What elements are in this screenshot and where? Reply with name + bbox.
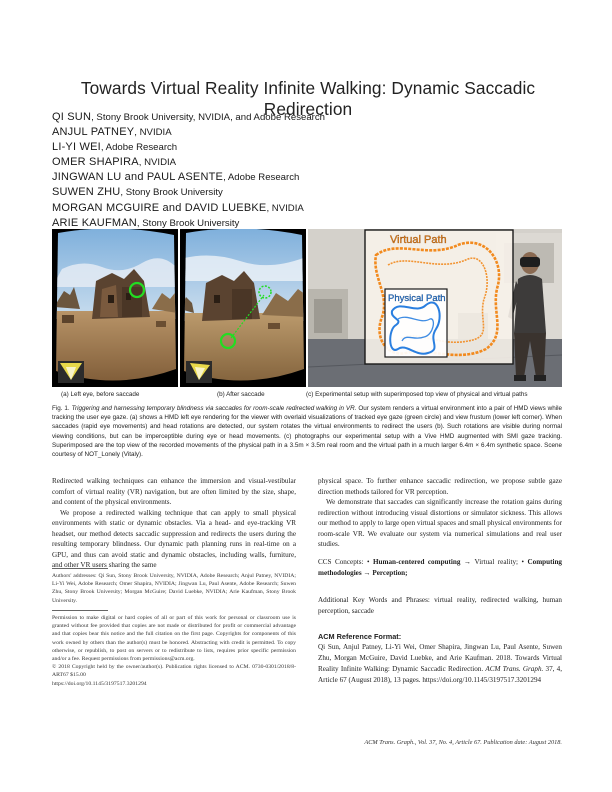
permission-notice xyxy=(52,614,296,688)
author-line xyxy=(52,185,472,200)
ccs-concept: Computing methodologies xyxy=(318,558,562,577)
acm-reference-text: 37, 4, Article 67 (August 2018), 13 pages. https://doi.org/10.1145/3197517.3201294 xyxy=(318,665,562,684)
abstract-paragraph: Redirected walking techniques can enhance the immersion and visual-vestibular comfort of virtual reality (VR) navigation, but are often limited by the size, shape, and content of the physical environments. xyxy=(52,477,296,506)
abstract-right-column xyxy=(318,476,562,550)
acm-reference-body xyxy=(318,642,562,686)
author-names: LI-YI WEI xyxy=(52,141,101,154)
acm-reference-journal: ACM Trans. Graph. xyxy=(485,665,544,673)
author-list xyxy=(52,110,472,231)
author-line xyxy=(52,140,472,155)
teaser-figure xyxy=(52,229,562,401)
abstract-paragraph: We propose a redirected walking technique that can apply to small physical environments with static or dynamic obstacles. Via a head- and eye-tracking VR headset, our method detects saccadic suppression and redirects the users during the resulting temporary blindness. Our dynamic path planning runs in real-time on a GPU, and thus can avoid static and dynamic obstacles, including walls, furniture, and other VR users sharing the same xyxy=(52,508,296,569)
hmd-view-after-image xyxy=(180,229,306,387)
author-names: SUWEN ZHU xyxy=(52,186,121,199)
author-affiliation: , NVIDIA xyxy=(138,157,177,169)
panel-after-saccade xyxy=(180,229,306,387)
paper-title: Towards Virtual Reality Infinite Walking: Dynamic Saccadic Redirection xyxy=(80,78,536,119)
author-names: QI SUN xyxy=(52,111,92,123)
physical-path-label: Physical Path xyxy=(388,293,446,304)
author-affiliation: , NVIDIA xyxy=(134,127,172,139)
ccs-label: CCS Concepts: • xyxy=(318,558,370,566)
author-affiliation: , Stony Brook University xyxy=(136,217,240,229)
figure-caption xyxy=(52,404,562,459)
permission-text: Permission to make digital or hard copies of all or part of this work for personal or classroom use is granted without fee provided that copies are not made or distributed for profit or commercial advantage and that copies bear this notice and the full citation on the first page. Copyrights for components of this work owned by others than the author(s) must be honored. Abstracting with credit is permitted. To copy otherwise, or republish, to post on servers or to redistribute to lists, requires prior specific permission and/or a fee. Request permissions from permissions@acm.org. xyxy=(52,615,296,663)
subfigure-caption-a: (a) Left eye, before saccade xyxy=(61,391,140,398)
author-names: OMER SHAPIRA xyxy=(52,156,139,169)
figure-caption-label: Fig. 1. xyxy=(52,405,70,412)
author-affiliation: , Stony Brook University, NVIDIA, and Adobe Research xyxy=(91,112,326,123)
subfigure-caption-b: (b) After saccade xyxy=(217,391,265,398)
author-affiliation: , Stony Brook University xyxy=(120,187,223,199)
figure-caption-emphasis: Triggering and harnessing temporary blindness via saccades for room-scale redirected walking in VR. xyxy=(71,405,357,412)
copyright-notice: © 2018 Copyright held by the owner/author(s). Publication rights licensed to ACM. 0730-0301/2018/8-ART67 $15.00 xyxy=(52,664,296,679)
author-line xyxy=(52,170,472,185)
view-frustum-icon xyxy=(186,361,212,383)
author-line xyxy=(52,125,472,140)
view-frustum-icon xyxy=(58,361,84,383)
ccs-concepts xyxy=(318,557,562,579)
author-line xyxy=(52,155,472,170)
abstract-left-column xyxy=(52,476,296,571)
author-names: JINGWAN LU and PAUL ASENTE xyxy=(52,171,224,184)
author-affiliation: , Adobe Research xyxy=(100,142,178,154)
ccs-concept: Perception; xyxy=(372,569,408,577)
abstract-paragraph: physical space. To further enhance saccadic redirection, we propose subtle gaze direction methods tailored for VR perception. xyxy=(318,477,562,496)
experimental-setup-photo xyxy=(308,229,562,387)
acm-reference-heading: ACM Reference Format: xyxy=(318,632,402,641)
author-affiliation: , NVIDIA xyxy=(266,202,304,214)
figure-caption-text: Our system renders a virtual environment into a pair of HMD views while tracking the user eye gaze. (a) shows a HMD left eye rendering for the viewer with overlaid visualizations of tracked eye gaze (green circle) and view frustum (lower left corner). When saccades (rapid eye movements) and head rotations are detected, our system rotates the virtual environments to redirect the users (b). Such rotations are visible during normal viewing conditions, but can be imperceptible during eye or head movements. (c) photographs our experimental setup with a Vive HMD augmented with SMI gaze tracking. Superimposed are the top view of the recorded movements of the physical path in a 3.5m × 3.5m real room and the virtual path in a much larger 6.4m × 6.4m synthetic space. Scene courtesy of NOT_Lonely (Vitaly). xyxy=(52,405,563,459)
hmd-view-before-image xyxy=(52,229,178,387)
ccs-arrow: → xyxy=(361,569,373,577)
virtual-path-label: Virtual Path xyxy=(390,234,447,246)
author-names: ANJUL PATNEY xyxy=(52,126,135,139)
author-addresses: Authors' addresses: Qi Sun, Stony Brook University, NVIDIA, Adobe Research; Anjul Patney, NVIDIA; Li-Yi Wei, Adobe Research; Omer Shapira, NVIDIA; Jingwan Lu, Paul Asente, Adobe Research; Suwen Zhu, Stony Brook University; Morgan McGuire; David Luebke, NVIDIA; Arie Kaufman, Stony Brook University. xyxy=(52,573,296,604)
panel-left-eye-before xyxy=(52,229,178,387)
ccs-concept: Human-centered computing xyxy=(372,558,461,566)
footnote-rule xyxy=(52,568,108,569)
additional-keywords: Additional Key Words and Phrases: virtual reality, redirected walking, human perception, saccade xyxy=(318,596,562,615)
acm-reference-text: Qi Sun, Anjul Patney, Li-Yi Wei, Omer Shapira, Jingwan Lu, Paul Asente, Suwen Zhu, Morgan McGuire, David Luebke, and Arie Kaufman. 2018. Towards Virtual Reality Infinite Walking: Dynamic Saccadic Redirection. xyxy=(318,643,562,673)
author-line xyxy=(52,201,472,216)
author-affiliation: , Adobe Research xyxy=(223,172,300,184)
abstract-paragraph: We demonstrate that saccades can significantly increase the rotation gains during redirection without introducing visual distortions or simulator sickness. This allows our method to apply to large open virtual spaces and small physical environments for room-scale VR. We evaluate our system via numerical simulations and real user studies. xyxy=(318,498,562,548)
acm-reference xyxy=(318,631,562,686)
author-line xyxy=(52,110,472,125)
doi-link[interactable]: https://doi.org/10.1145/3197517.3201294 xyxy=(52,680,147,687)
subfigure-caption-c: (c) Experimental setup with superimposed top view of physical and virtual paths xyxy=(306,391,528,398)
permission-rule xyxy=(52,610,108,611)
ccs-separator: • xyxy=(518,558,528,566)
page-footer: ACM Trans. Graph., Vol. 37, No. 4, Article 67. Publication date: August 2018. xyxy=(364,739,562,746)
ccs-concept: Virtual reality; xyxy=(474,558,519,566)
author-names: MORGAN MCGUIRE and DAVID LUEBKE xyxy=(52,201,267,214)
ccs-arrow: → xyxy=(460,558,475,566)
panel-experimental-setup xyxy=(308,229,562,387)
author-names: ARIE KAUFMAN xyxy=(52,216,137,229)
